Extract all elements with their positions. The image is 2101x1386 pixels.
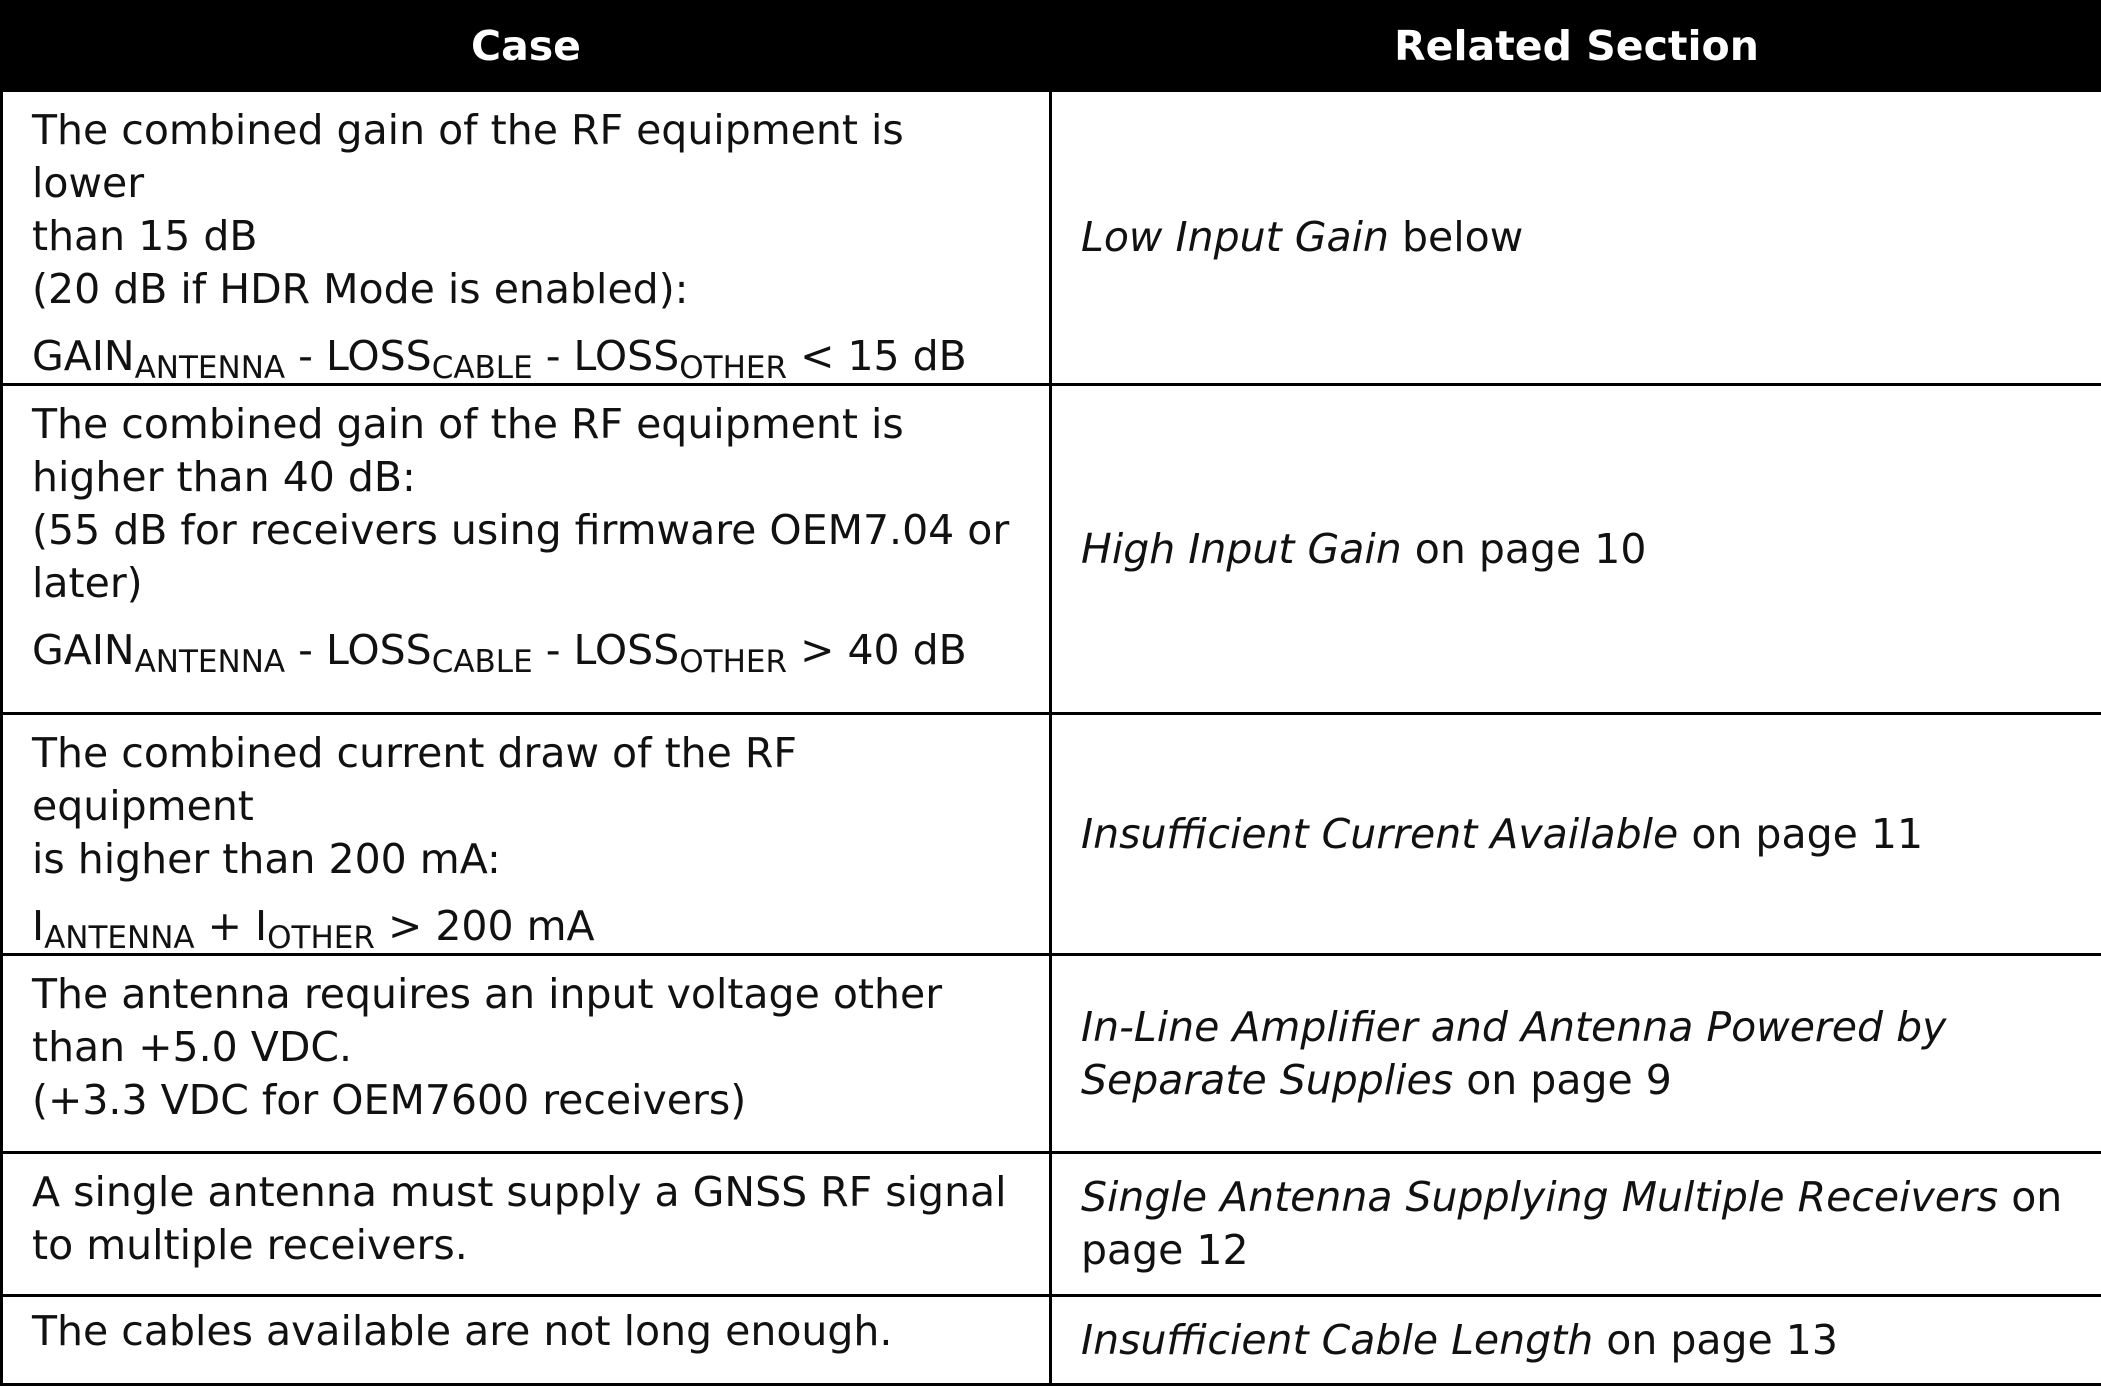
case-line: (+3.3 VDC for OEM7600 receivers)	[32, 1074, 1027, 1127]
formula-term: > 40 dB	[787, 626, 967, 674]
related-section-cell	[1051, 385, 2101, 714]
section-link-title[interactable]: Low Input Gain	[1081, 213, 1389, 261]
section-suffix: below	[1389, 213, 1523, 261]
case-line: The combined current draw of the RF equipment	[32, 727, 1027, 833]
related-section-cell	[1051, 1153, 2101, 1296]
header-row	[2, 2, 2101, 91]
case-cell	[2, 1296, 1051, 1385]
case-line: The antenna requires an input voltage other	[32, 968, 1027, 1021]
current-formula	[32, 900, 1027, 953]
formula-term: - LOSS	[285, 626, 432, 674]
formula-subscript: OTHER	[267, 920, 375, 956]
related-section-cell	[1051, 714, 2101, 955]
related-section-cell	[1051, 1296, 2101, 1385]
formula-term: - LOSS	[533, 626, 680, 674]
case-line: than 15 dB	[32, 210, 1027, 263]
table-row	[2, 955, 2101, 1153]
section-suffix: on page 10	[1402, 525, 1647, 573]
section-link-title[interactable]: Insufficient Cable Length	[1081, 1316, 1593, 1364]
case-cell	[2, 91, 1051, 385]
case-line: The cables available are not long enough.	[32, 1305, 1027, 1358]
formula-subscript: OTHER	[679, 644, 787, 680]
section-link-title[interactable]: High Input Gain	[1081, 525, 1402, 573]
section-link-title[interactable]: Separate Supplies	[1081, 1056, 1453, 1104]
table-row	[2, 385, 2101, 714]
formula-subscript: CABLE	[432, 644, 533, 680]
formula-term: GAIN	[32, 332, 135, 380]
header-case: Case	[2, 2, 1051, 91]
case-cell	[2, 385, 1051, 714]
case-line: is higher than 200 mA:	[32, 833, 1027, 886]
formula-term: > 200 mA	[375, 902, 595, 950]
section-link-title[interactable]: Insufficient Current Available	[1081, 810, 1678, 858]
section-link-title[interactable]: Single Antenna Supplying Multiple Receivers	[1081, 1173, 1998, 1221]
case-line: (20 dB if HDR Mode is enabled):	[32, 263, 1027, 316]
table-row	[2, 1296, 2101, 1385]
formula-term: - LOSS	[285, 332, 432, 380]
case-line: later)	[32, 557, 1027, 610]
formula-term: I	[32, 902, 44, 950]
section-suffix: on page 9	[1453, 1056, 1672, 1104]
header-related-section: Related Section	[1051, 2, 2101, 91]
formula-subscript: OTHER	[679, 350, 787, 386]
formula-term: < 15 dB	[787, 332, 967, 380]
section-suffix: on page 11	[1678, 810, 1923, 858]
case-cell	[2, 714, 1051, 955]
related-section-cell	[1051, 91, 2101, 385]
table-row	[2, 1153, 2101, 1296]
case-cell	[2, 1153, 1051, 1296]
section-link-title[interactable]: In-Line Amplifier and Antenna Powered by	[1081, 1001, 2079, 1054]
case-line: A single antenna must supply a GNSS RF signal	[32, 1166, 1027, 1219]
case-line: to multiple receivers.	[32, 1219, 1027, 1272]
section-suffix: on	[1998, 1173, 2062, 1221]
section-suffix: page 12	[1081, 1224, 2079, 1277]
case-line: The combined gain of the RF equipment is	[32, 398, 1027, 451]
case-line: (55 dB for receivers using firmware OEM7.04 or	[32, 504, 1027, 557]
formula-term: - LOSS	[533, 332, 680, 380]
section-suffix: on page 13	[1593, 1316, 1838, 1364]
gain-formula	[32, 624, 1027, 677]
gain-formula	[32, 330, 1027, 383]
related-section-cell	[1051, 955, 2101, 1153]
formula-term: + I	[195, 902, 268, 950]
formula-subscript: CABLE	[432, 350, 533, 386]
case-line: The combined gain of the RF equipment is lower	[32, 104, 1027, 210]
table-row	[2, 714, 2101, 955]
case-cell	[2, 955, 1051, 1153]
table-row	[2, 91, 2101, 385]
case-line: than +5.0 VDC.	[32, 1021, 1027, 1074]
case-line: higher than 40 dB:	[32, 451, 1027, 504]
formula-subscript: ANTENNA	[135, 350, 286, 386]
formula-subscript: ANTENNA	[44, 920, 195, 956]
formula-term: GAIN	[32, 626, 135, 674]
formula-subscript: ANTENNA	[135, 644, 286, 680]
